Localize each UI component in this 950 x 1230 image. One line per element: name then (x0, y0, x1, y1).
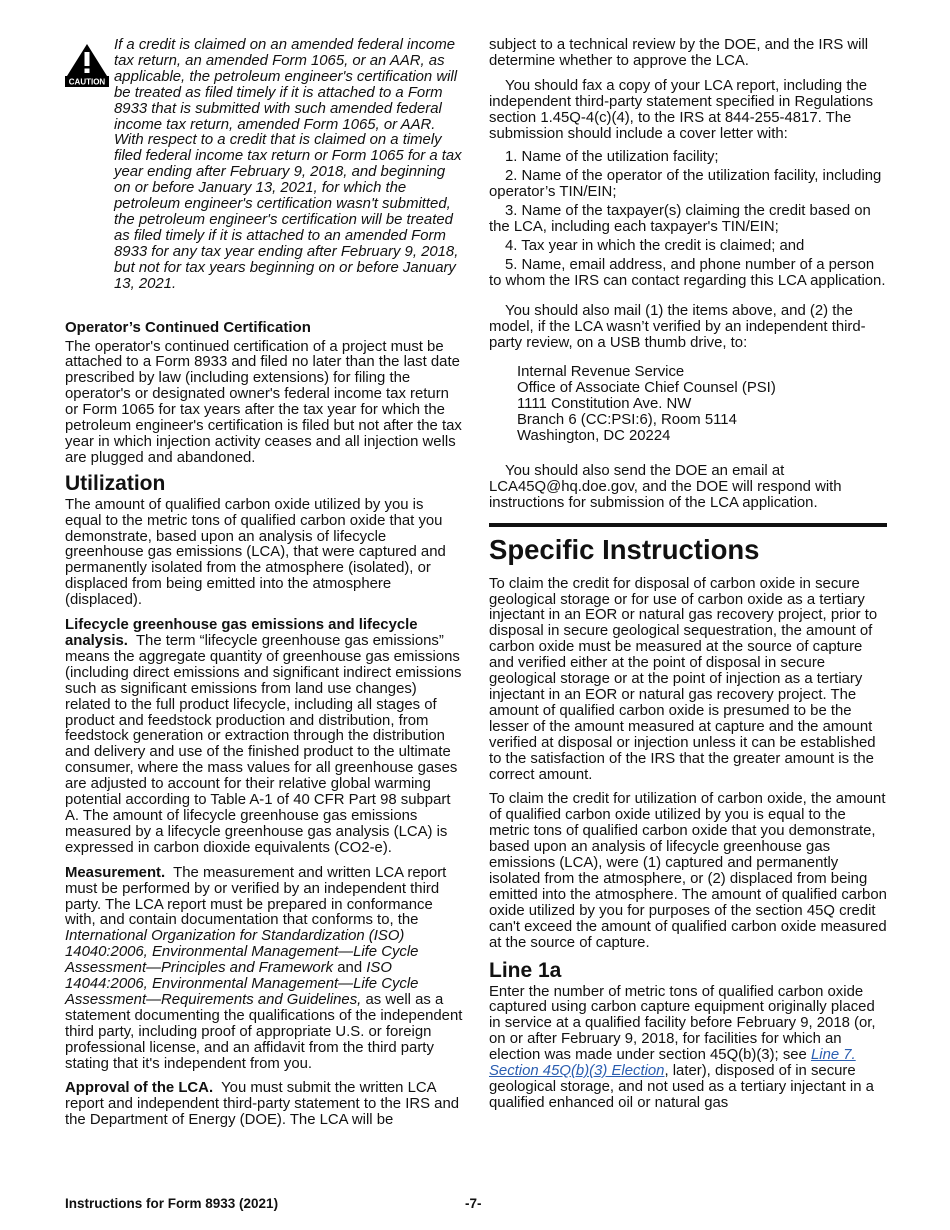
iso-14044-reference: ISO 14044:2006, Environmental Management—Life Cycle Assessment—Requirements and Guidelines, (65, 960, 419, 1008)
doe-email-paragraph: You should also send the DOE an email at LCA45Q@hq.doe.gov, and the DOE will respond with instructions for submission of the LCA application. (489, 462, 842, 511)
left-column (65, 38, 463, 1129)
caution-icon (65, 43, 109, 87)
page-number: -7- (465, 1196, 482, 1211)
lifecycle-label: Lifecycle greenhouse gas emissions and lifecycle analysis. (65, 617, 418, 649)
cover-item: 4. Tax year in which the credit is claimed; and (505, 237, 805, 254)
measurement-and: and (337, 960, 363, 977)
specific-para-2: To claim the credit for utilization of carbon oxide, the amount of qualified carbon oxide utilized by you is equal to the metric tons of qualified carbon oxide that you demonstrate, based upon an analysis of lifecycle greenhouse gas emissions (LCA), were (1) captured and permanently isolated from the atmosphere, or (2) displaced from being emitted into the atmosphere. The amount of qualified carbon oxide utilized by you for purposes of the section 45Q credit can't exceed the amount of qualified carbon oxide measured at the source of capture. (489, 791, 887, 951)
line-1a-text-1: Enter the number of metric tons of qualified carbon oxide captured using carbon capture equipment originally placed in service at a qualified facility before February 9, 2018 (or, on or after February 9, 2018, for facilities for which an election was made under section 45Q(b)(3); see (489, 983, 876, 1064)
lifecycle-paragraph (65, 618, 463, 857)
cover-item: 5. Name, email address, and phone number of a person to whom the IRS can contact regarding this LCA application. (489, 256, 886, 289)
approval-text: You must submit the written LCA report and independent third-party statement to the IRS and the Department of Energy (DOE). The LCA will be (65, 1080, 460, 1129)
cover-item: 1. Name of the utilization facility; (505, 149, 719, 166)
operator-certification-heading: Operator’s Continued Certification (65, 318, 311, 336)
right-column (489, 38, 887, 1112)
address-line: Washington, DC 20224 (517, 428, 671, 445)
address-line: Internal Revenue Service (517, 364, 685, 381)
measurement-label: Measurement. (65, 864, 166, 881)
address-line: Office of Associate Chief Counsel (PSI) (517, 380, 776, 397)
line-1a-heading: Line 1a (489, 958, 562, 982)
footer-form-title: Instructions for Form 8933 (2021) (65, 1196, 279, 1211)
line-1a-text-2: , later), disposed of in secure geological storage, and not used as a tertiary injectant in a qualified enhanced oil or natural gas (489, 1063, 874, 1111)
operator-certification-text: The operator's continued certification of a project must be attached to a Form 8933 and filed no later than the last date prescribed by law (including extensions) for filing the operator's or designated owner's federal income tax return or Form 1065 for tax years after the tax year for which the petroleum engineer's certification is filed but not after the tax year in which injection activity ceases and all injection wells are plugged and abandoned. (65, 338, 462, 466)
line-7-election-link[interactable]: Line 7. Section 45Q(b)(3) Election (489, 1047, 856, 1080)
irs-address (489, 365, 887, 445)
address-line: 1111 Constitution Ave. NW (517, 396, 692, 413)
caution-text: If a credit is claimed on an amended federal income tax return, an amended Form 1065, or an AAR, as applicable, the petroleum engineer's certification will be treated as filed timely if it is attached to a Form 8933 that is submitted with such amended federal income tax return, amended Form 1065, or AAR. With respect to a credit that is claimed on a timely filed federal income tax return or Form 1065 for a tax year ending after February 9, 2018, and beginning on or before January 13, 2021, for which the petroleum engineer's certification wasn't submitted, the petroleum engineer's certification will be treated as filed timely if it is attached to an amended Form 8933 for any tax year ending after February 9, 2018, but not for tax years beginning on or before January 13, 2021. (114, 37, 462, 292)
cover-item: 2. Name of the operator of the utilization facility, including operator’s TIN/EIN; (489, 168, 882, 201)
section-rule (489, 523, 887, 527)
measurement-text-1: The measurement and written LCA report must be performed by or verified by an independent third party. The LCA report must be prepared in conformance with, and contain documentation that conforms to, the (65, 864, 447, 929)
utilization-heading: Utilization (65, 471, 166, 495)
cover-item: 3. Name of the taxpayer(s) claiming the credit based on the LCA, including each taxpayer's TIN/EIN; (489, 203, 871, 236)
specific-para-1: To claim the credit for disposal of carbon oxide in secure geological storage or for use of carbon oxide as a tertiary injectant in an EOR or natural gas recovery project, prior to disposal in secure geological sequestration, the amount of carbon oxide must be measured at the source of capture and verified either at the point of disposal in secure geological storage or at the point of injection as a tertiary injectant in an EOR or natural gas recovery project. The amount of qualified carbon oxide is presumed to be the lesser of the amount measured at capture and the amount verified at disposal or injection unless it can be established to the satisfaction of the IRS that the greater amount is the correct amount. (489, 575, 878, 783)
utilization-intro: The amount of qualified carbon oxide utilized by you is equal to the metric tons of qualified carbon oxide that you demonstrate, based upon an analysis of lifecycle greenhouse gas emissions (LCA), that were captured and permanently isolated from the atmosphere (isolated), or displaced from being emitted into the atmosphere (displaced). (65, 496, 446, 609)
measurement-text-2: as well as a statement documenting the qualifications of the independent third party, including proof of appropriate U.S. or foreign professional license, and an affidavit from the third party stating that it's independent from you. (65, 991, 463, 1072)
approval-paragraph (65, 1081, 463, 1129)
fax-paragraph: You should fax a copy of your LCA report, including the independent third-party statement specified in Regulations section 1.45Q-4(c)(4), to the IRS at 844-255-4817. The submission should include a cover letter with: (489, 77, 874, 142)
mail-paragraph: You should also mail (1) the items above, and (2) the model, if the LCA wasn’t verified by an independent third-party review, on a USB thumb drive, to: (489, 302, 866, 351)
specific-instructions-heading: Specific Instructions (489, 533, 760, 565)
lifecycle-text: The term “lifecycle greenhouse gas emissions” means the aggregate quantity of greenhouse gas emissions (including direct emissions and significant indirect emissions such as significant emissions from land use changes) related to the full product lifecycle, including all stages of product and feedstock production and distribution, from feedstock generation or extraction through the distribution and delivery and use of the finished product to the ultimate consumer, where the mass values for all greenhouse gases are adjusted to account for their relative global warming potential according to Table A-1 of 40 CFR Part 98 subpart A. The amount of lifecycle greenhouse gas emissions measured by a lifecycle greenhouse gas analysis (LCA) is expressed in carbon dioxide equivalents (CO2-e). (65, 633, 462, 856)
approval-label: Approval of the LCA. (65, 1080, 214, 1097)
review-continuation: subject to a technical review by the DOE, and the IRS will determine whether to approve the LCA. (489, 37, 869, 69)
line-1a-paragraph (489, 985, 887, 1112)
iso-14040-reference: International Organization for Standardization (ISO) 14040:2006, Environmental Management—Life Cycle Assessment—Principles and Framework (65, 928, 419, 977)
address-line: Branch 6 (CC:PSI:6), Room 5114 (517, 412, 737, 429)
caution-icon-label: CAUTION (68, 77, 106, 87)
caution-block (65, 38, 463, 293)
measurement-paragraph (65, 866, 463, 1073)
